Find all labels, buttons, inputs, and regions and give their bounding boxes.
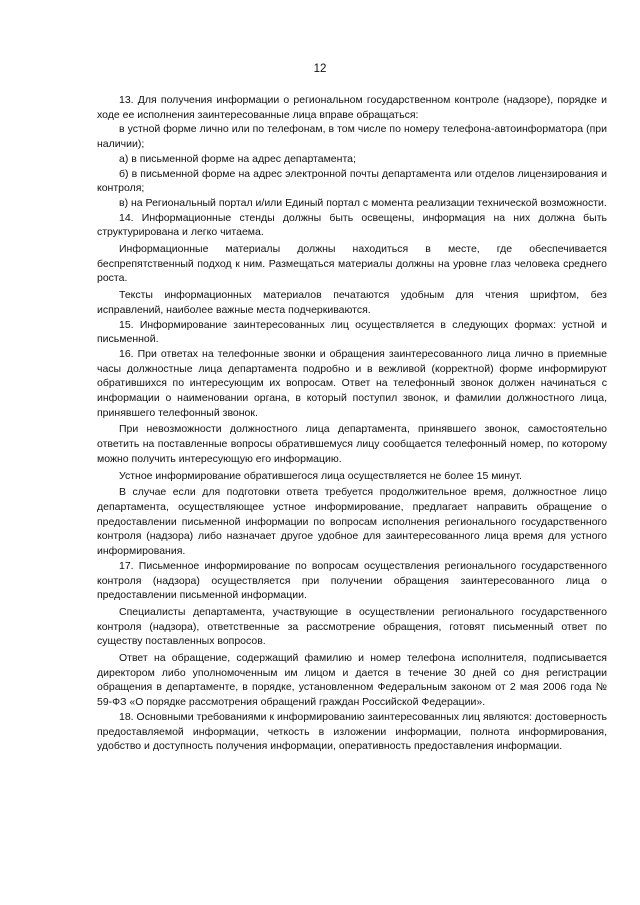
paragraph-answer-signing: Ответ на обращение, содержащий фамилию и номер телефона исполнителя, подписывается директором либо уполномоченным им лицом и дается в течение 30 дней со дня регистрации обращения в департаменте, в порядке, установленном Федеральным законом от 2 мая 2006 года № 59-ФЗ «О порядке рассмотрения обращений граждан Российской Федерации». <box>97 652 607 709</box>
paragraph-texts: Тексты информационных материалов печатаются удобным для чтения шрифтом, без исправлений, наиболее важные места подчеркиваются. <box>97 289 607 316</box>
document-body <box>97 93 607 754</box>
paragraph-oral-duration: Устное информирование обратившегося лица осуществляется не более 15 минут. <box>119 469 522 482</box>
paragraph-info-materials: Информационные материалы должны находиться в месте, где обеспечивается беспрепятственный подход к ним. Размещаться материалы должны на уровне глаз человека среднего роста. <box>97 243 607 285</box>
paragraph-17: 17. Письменное информирование по вопросам осуществления регионального государственного контроля (надзора) осуществляется при получении обращения заинтересованного лица о предоставлении письменной информации. <box>97 559 607 602</box>
paragraph-15: 15. Информирование заинтересованных лиц осуществляется в следующих формах: устной и письменной. <box>97 318 607 346</box>
paragraph-oral-form: в устной форме лично или по телефонам, в том числе по номеру телефона-автоинформатора (при наличии); <box>97 123 607 151</box>
paragraph-specialists: Специалисты департамента, участвующие в осуществлении регионального государственного контроля (надзора), ответственные за рассмотрение обращения, готовят письменный ответ по существу поставленных вопросов. <box>97 605 607 648</box>
paragraph-item-v: в) на Региональный портал и/или Единый портал с момента реализации технической возможности. <box>119 196 607 209</box>
paragraph-item-b: б) в письменной форме на адрес электронной почты департамента или отделов лицензирования и контроля; <box>97 167 607 195</box>
page-number: 12 <box>313 63 327 75</box>
paragraph-13: 13. Для получения информации о региональном государственном контроле (надзоре), порядке и ходе ее исполнения заинтересованные лица вправе обращаться: <box>97 94 607 121</box>
paragraph-item-a: а) в письменной форме на адрес департамента; <box>119 152 356 165</box>
paragraph-long-answer: В случае если для подготовки ответа требуется продолжительное время, должностное лицо департамента, осуществляющее устное информирование, предлагает направить обращение о предоставлении письменной информации по вопросам исполнения регионального государственного контроля (надзора) либо назначает другое удобное для заинтересованного лица время для устного информирования. <box>97 486 607 558</box>
paragraph-18: 18. Основными требованиями к информированию заинтересованных лиц являются: достоверность предоставляемой информации, четкость в изложении информации, полнота информирования, удобство и доступность получения информации, оперативность предоставления информации. <box>97 710 607 753</box>
paragraph-call-unavailable: При невозможности должностного лица департамента, принявшего звонок, самостоятельно ответить на поставленные вопросы обратившемуся лицу сообщается телефонный номер, по которому можно получить интересующую его информацию. <box>97 423 607 465</box>
paragraph-14: 14. Информационные стенды должны быть освещены, информация на них должна быть структурирована и легко читаема. <box>97 211 607 239</box>
paragraph-16: 16. При ответах на телефонные звонки и обращения заинтересованного лица лично в приемные часы должностные лица департамента подробно и в вежливой (корректной) форме информируют обратившихся по интересующим их вопросам. Ответ на телефонный звонок должен начинаться с информации о наименовании органа, в который поступил звонок, и фамилии должностного лица, принявшего телефонный звонок. <box>97 347 607 419</box>
